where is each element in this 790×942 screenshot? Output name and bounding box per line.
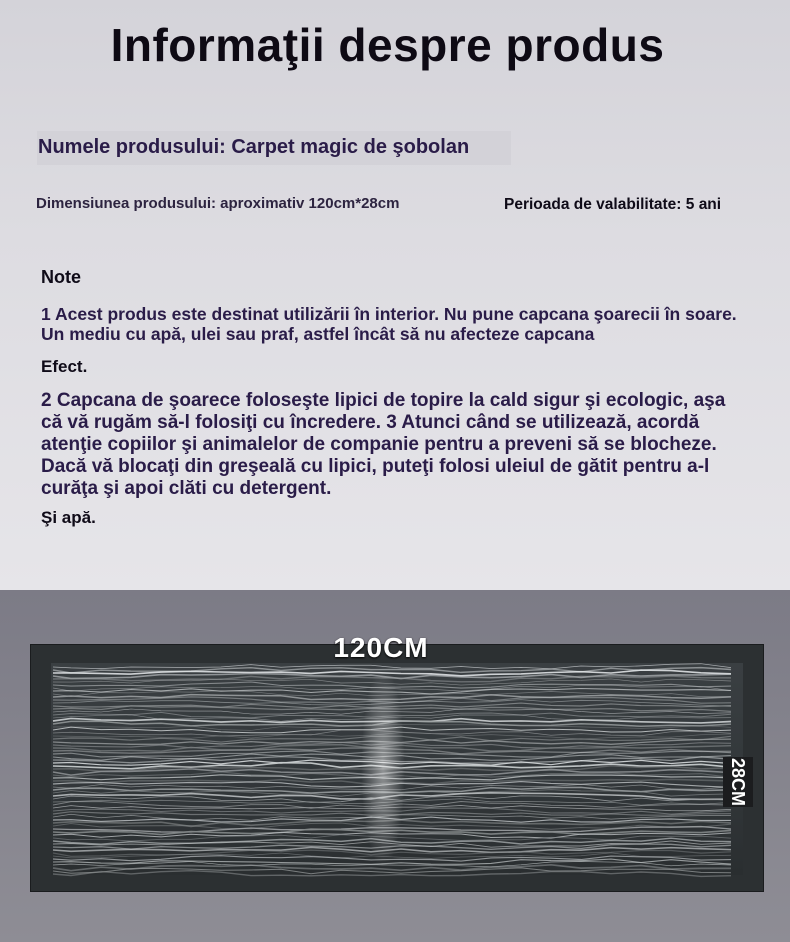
note-closing: Şi apă. <box>41 508 96 527</box>
product-name: Numele produsului: Carpet magic de şobolan <box>38 136 470 158</box>
product-validity: Perioada de valabilitate: 5 ani <box>504 196 722 213</box>
carpet-texture <box>31 645 763 891</box>
product-dimensions: Dimensiunea produsului: aproximativ 120cm*28cm <box>36 195 400 212</box>
note-paragraph-2: 2 Capcana de şoarece foloseşte lipici de topire la cald sigur şi ecologic, aşa că vă rugăm să-l folosiţi cu încredere. 3 Atunci când se utilizează, acordă atenţie copiilor şi animalelor de companie pentru a preveni să se blocheze. Dacă vă blocaţi din greşeală cu lipici, puteţi folosi uleiul de gătit pentru a-l curăţa şi apoi clăti cu detergent. <box>41 390 726 499</box>
width-label: 120CM <box>333 632 429 663</box>
note-efect: Efect. <box>41 357 88 376</box>
note-paragraph-1: 1 Acest produs este destinat utilizării în interior. Nu pune capcana şoarecii în soare. Un mediu cu apă, ulei sau praf, astfel încât să nu afecteze capcana <box>41 304 737 344</box>
notes-heading: Note <box>41 267 81 287</box>
carpet-image <box>30 644 764 892</box>
height-label: 28CM <box>723 757 753 807</box>
page-title: Informaţii despre produs <box>110 19 665 71</box>
